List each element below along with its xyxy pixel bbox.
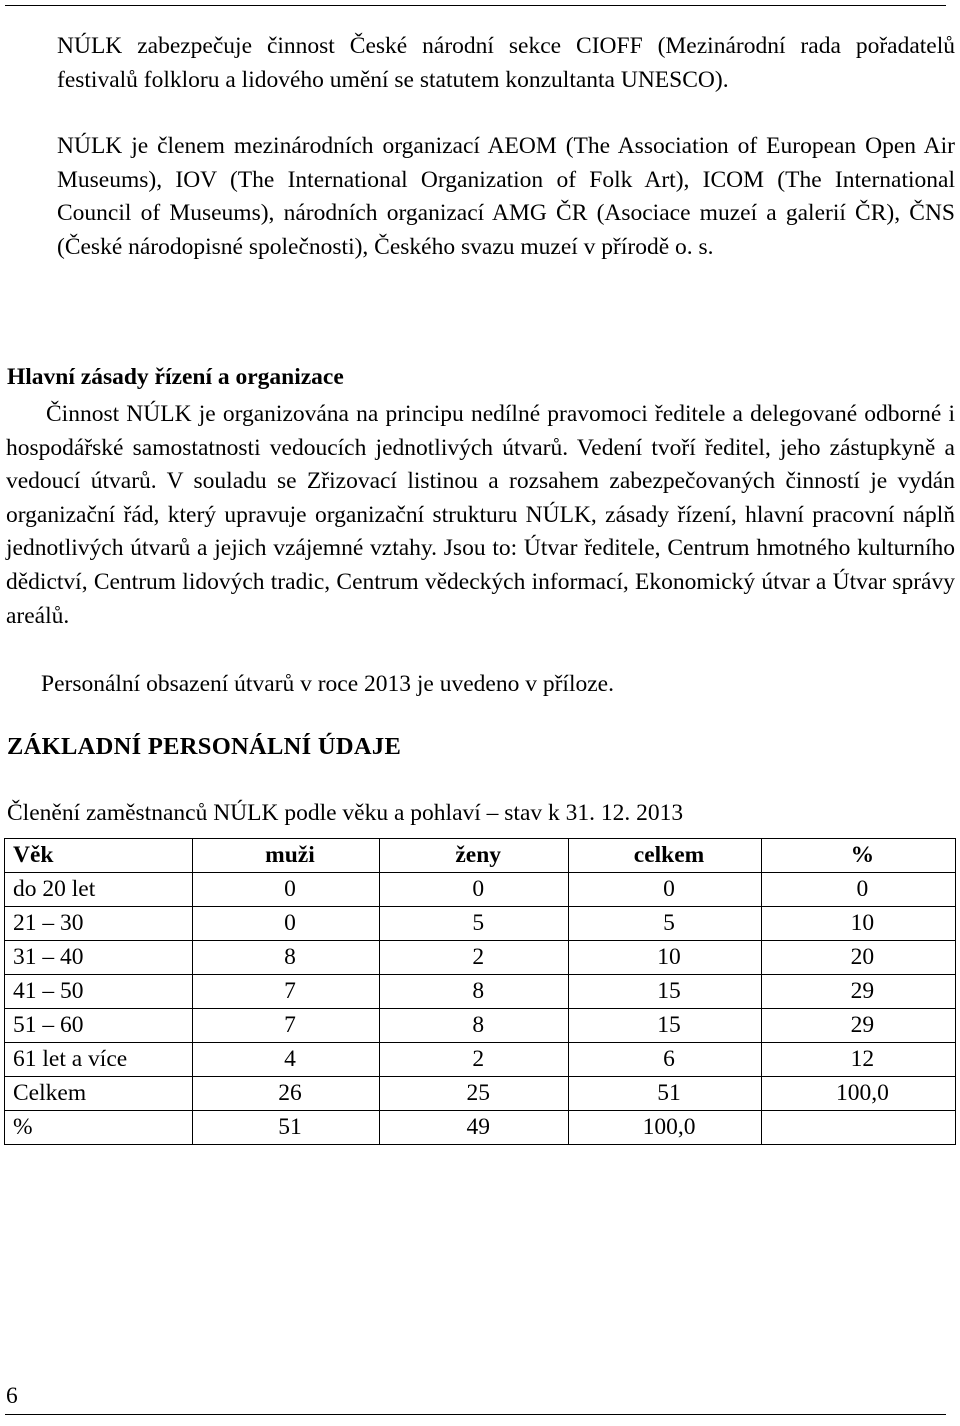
management-paragraph-text: Činnost NÚLK je organizována na principu nedílné pravomoci ředitele a delegované odborné i hospodářské samostatnosti vedoucích jednotlivých útvarů. Vedení tvoří ředitel, jeho zástupkyně a vedoucí útvarů. V souladu se Zřizovací listinou a rozsahem zabezpečovaných činností je vydán organizační řád, který upravuje organizační strukturu NÚLK, zásady řízení, hlavní pracovní náplň jednotlivých útvarů a jejich vzájemné vztahy. Jsou to: Útvar ředitele, Centrum hmotného kulturního dědictví, Centrum lidových tradic, Centrum vědeckých informací, Ekonomický útvar a Útvar správy areálů. bbox=[6, 401, 955, 629]
table-row bbox=[5, 941, 956, 975]
men-cell: 0 bbox=[192, 873, 379, 907]
header-men: muži bbox=[192, 839, 379, 873]
total-cell: 0 bbox=[569, 873, 762, 907]
staffing-note bbox=[6, 668, 955, 702]
table-row bbox=[5, 1043, 956, 1077]
percent-cell: 29 bbox=[761, 975, 955, 1009]
men-cell: 7 bbox=[192, 1009, 379, 1043]
header-women: ženy bbox=[380, 839, 569, 873]
women-cell: 25 bbox=[380, 1077, 569, 1111]
header-rule bbox=[5, 5, 946, 6]
total-cell: 10 bbox=[569, 941, 762, 975]
table-caption: Členění zaměstnanců NÚLK podle věku a pohlaví – stav k 31. 12. 2013 bbox=[7, 800, 684, 826]
age-cell: 31 – 40 bbox=[5, 941, 193, 975]
page-number: 6 bbox=[6, 1383, 18, 1409]
percent-cell: 0 bbox=[761, 873, 955, 907]
age-cell: 61 let a více bbox=[5, 1043, 193, 1077]
footer-rule bbox=[5, 1414, 946, 1415]
total-cell: 5 bbox=[569, 907, 762, 941]
age-cell: % bbox=[5, 1111, 193, 1145]
personnel-heading: ZÁKLADNÍ PERSONÁLNÍ ÚDAJE bbox=[7, 733, 402, 760]
age-cell: 21 – 30 bbox=[5, 907, 193, 941]
table-row bbox=[5, 1077, 956, 1111]
total-cell: 100,0 bbox=[569, 1111, 762, 1145]
women-cell: 2 bbox=[380, 941, 569, 975]
age-cell: do 20 let bbox=[5, 873, 193, 907]
total-cell: 15 bbox=[569, 975, 762, 1009]
men-cell: 4 bbox=[192, 1043, 379, 1077]
table-header-row bbox=[5, 839, 956, 873]
total-cell: 6 bbox=[569, 1043, 762, 1077]
men-cell: 8 bbox=[192, 941, 379, 975]
age-cell: 41 – 50 bbox=[5, 975, 193, 1009]
table-row bbox=[5, 1111, 956, 1145]
women-cell: 49 bbox=[380, 1111, 569, 1145]
total-cell: 15 bbox=[569, 1009, 762, 1043]
age-gender-table bbox=[4, 838, 956, 1145]
management-paragraph bbox=[6, 398, 955, 633]
age-cell: Celkem bbox=[5, 1077, 193, 1111]
women-cell: 8 bbox=[380, 975, 569, 1009]
header-total: celkem bbox=[569, 839, 762, 873]
women-cell: 5 bbox=[380, 907, 569, 941]
table-row bbox=[5, 873, 956, 907]
staffing-note-text: Personální obsazení útvarů v roce 2013 je uvedeno v příloze. bbox=[41, 671, 614, 697]
total-cell: 51 bbox=[569, 1077, 762, 1111]
header-percent: % bbox=[761, 839, 955, 873]
memberships-paragraph: NÚLK je členem mezinárodních organizací AEOM (The Association of European Open Air Museums), IOV (The International Organization of Folk Art), ICOM (The International Council of Museums), národních organizací AMG ČR (Asociace muzeí a galerií ČR), ČNS (České národopisné společnosti), Českého svazu muzeí v přírodě o. s. bbox=[57, 133, 955, 261]
table-row bbox=[5, 1009, 956, 1043]
percent-cell bbox=[761, 1111, 955, 1145]
men-cell: 51 bbox=[192, 1111, 379, 1145]
table-row bbox=[5, 907, 956, 941]
men-cell: 0 bbox=[192, 907, 379, 941]
age-cell: 51 – 60 bbox=[5, 1009, 193, 1043]
percent-cell: 29 bbox=[761, 1009, 955, 1043]
women-cell: 0 bbox=[380, 873, 569, 907]
percent-cell: 12 bbox=[761, 1043, 955, 1077]
header-age: Věk bbox=[5, 839, 193, 873]
women-cell: 8 bbox=[380, 1009, 569, 1043]
cioff-paragraph: NÚLK zabezpečuje činnost České národní sekce CIOFF (Mezinárodní rada pořadatelů festivalů folkloru a lidového umění se statutem konzultanta UNESCO). bbox=[57, 33, 955, 93]
percent-cell: 100,0 bbox=[761, 1077, 955, 1111]
men-cell: 7 bbox=[192, 975, 379, 1009]
percent-cell: 10 bbox=[761, 907, 955, 941]
men-cell: 26 bbox=[192, 1077, 379, 1111]
women-cell: 2 bbox=[380, 1043, 569, 1077]
percent-cell: 20 bbox=[761, 941, 955, 975]
management-heading: Hlavní zásady řízení a organizace bbox=[7, 364, 344, 390]
table-row bbox=[5, 975, 956, 1009]
